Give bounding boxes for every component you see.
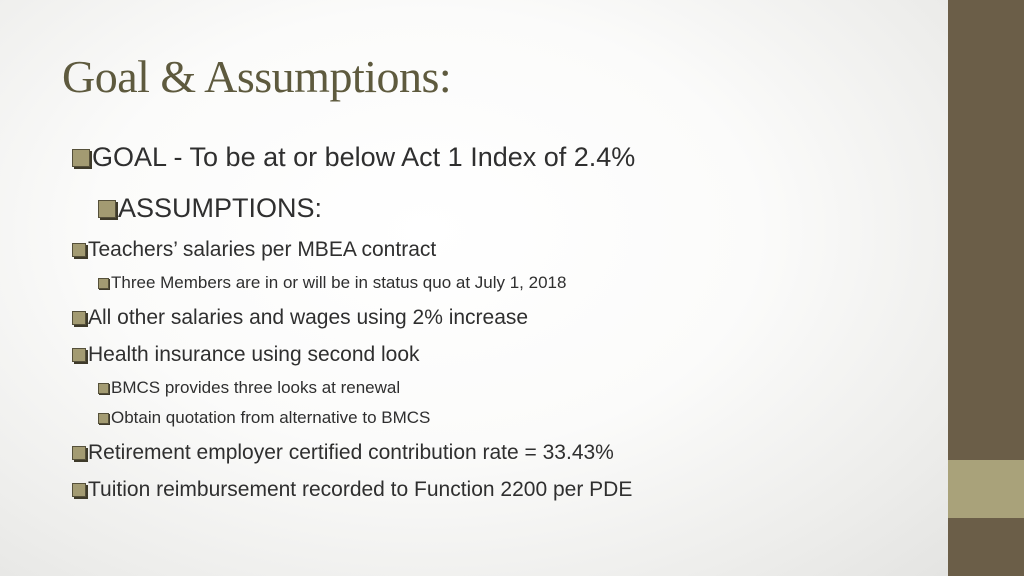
square-bullet-icon bbox=[98, 413, 109, 424]
sub-bullet-three-members bbox=[98, 273, 566, 293]
sidebar-accent-block bbox=[948, 460, 1024, 518]
square-bullet-icon bbox=[98, 278, 109, 289]
square-bullet-icon bbox=[72, 149, 90, 167]
bullet-text: Tuition reimbursement recorded to Function 2200 per PDE bbox=[88, 478, 633, 501]
sub-bullet-obtain-quotation bbox=[98, 408, 430, 428]
bullet-tuition-reimbursement bbox=[72, 478, 632, 502]
bullet-text: GOAL - To be at or below Act 1 Index of 2.4% bbox=[92, 142, 636, 172]
bullet-text: All other salaries and wages using 2% increase bbox=[88, 306, 529, 329]
square-bullet-icon bbox=[72, 311, 86, 325]
bullet-text: Health insurance using second look bbox=[88, 343, 420, 366]
square-bullet-icon bbox=[72, 483, 86, 497]
square-bullet-icon bbox=[72, 348, 86, 362]
bullet-text: Three Members are in or will be in status quo at July 1, 2018 bbox=[111, 273, 567, 292]
bullet-text: ASSUMPTIONS: bbox=[118, 193, 323, 223]
bullet-text: Retirement employer certified contribution rate = 33.43% bbox=[88, 441, 614, 464]
bullet-other-salaries bbox=[72, 306, 528, 330]
bullet-text: Obtain quotation from alternative to BMCS bbox=[111, 408, 431, 427]
square-bullet-icon bbox=[98, 383, 109, 394]
bullet-retirement-rate bbox=[72, 441, 614, 465]
slide-title: Goal & Assumptions: bbox=[62, 51, 452, 102]
bullet-text: Teachers’ salaries per MBEA contract bbox=[88, 238, 437, 261]
square-bullet-icon bbox=[98, 200, 116, 218]
bullet-teachers-salaries bbox=[72, 238, 436, 262]
bullet-text: BMCS provides three looks at renewal bbox=[111, 378, 401, 397]
bullet-assumptions bbox=[98, 193, 322, 224]
bullet-goal bbox=[72, 142, 635, 173]
sub-bullet-bmcs-looks bbox=[98, 378, 400, 398]
square-bullet-icon bbox=[72, 446, 86, 460]
bullet-health-insurance bbox=[72, 343, 420, 367]
square-bullet-icon bbox=[72, 243, 86, 257]
